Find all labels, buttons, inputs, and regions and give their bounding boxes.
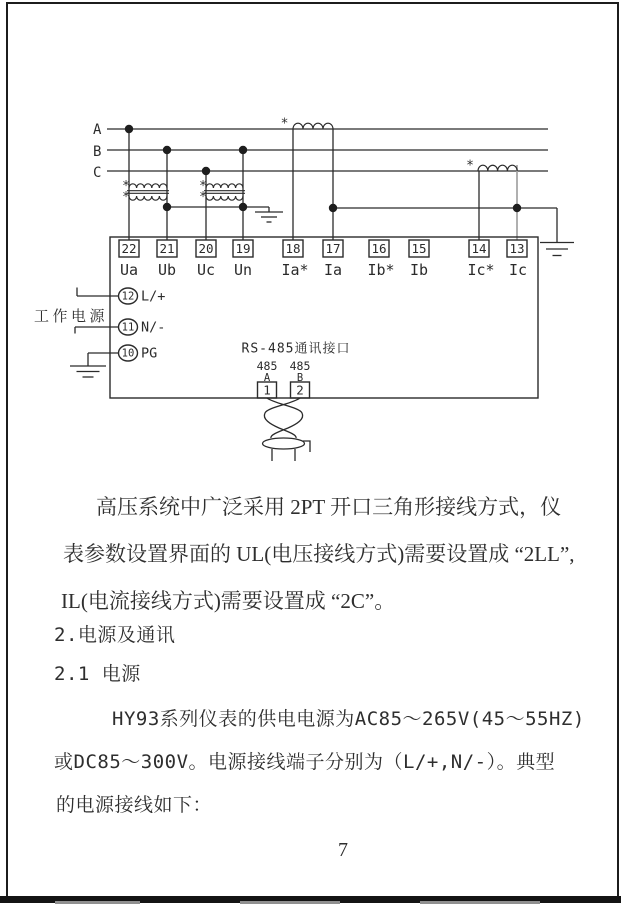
phase-label-c: C <box>93 165 102 181</box>
terminal-label: Un <box>233 261 253 279</box>
terminal-label: Ub <box>157 261 177 279</box>
section-heading: 2.电源及通讯 <box>54 624 176 646</box>
rs485-line-label: B <box>296 372 304 384</box>
terminal-label: Ic <box>508 261 528 279</box>
body-line: 的电源接线如下： <box>56 794 213 816</box>
polarity-mark: * <box>280 116 289 132</box>
terminal-20 <box>196 240 216 279</box>
page-number: 7 <box>338 839 348 861</box>
phase-lines <box>93 122 548 181</box>
terminal-13 <box>507 240 527 279</box>
rs485-terminal-number: 2 <box>296 382 304 398</box>
pt-transformer-2 <box>199 179 245 205</box>
terminal-15 <box>409 240 429 279</box>
terminal-number: 19 <box>235 241 251 256</box>
body-line: 或DC85～300V。电源接线端子分别为（L/+,N/-）。典型 <box>54 751 556 773</box>
terminal-number: 14 <box>471 241 487 256</box>
power-terminal-label: L/+ <box>141 288 166 305</box>
power-terminal-label: N/- <box>141 319 166 336</box>
twisted-pair-cable <box>263 398 311 461</box>
connection-wires <box>129 129 517 240</box>
terminal-number: 18 <box>285 241 301 256</box>
terminal-number: 17 <box>325 241 341 256</box>
polarity-mark: * <box>122 179 130 194</box>
terminal-number: 16 <box>371 241 387 256</box>
terminal-label: Ic* <box>467 261 495 279</box>
terminal-label: Ib* <box>367 261 395 279</box>
terminal-22 <box>119 240 139 279</box>
terminal-21 <box>157 240 177 279</box>
pt-transformer-1 <box>122 179 169 205</box>
terminal-number: 21 <box>159 241 175 256</box>
rs485-signal-label: 485 <box>256 359 278 373</box>
rs485-line-label: A <box>263 372 271 384</box>
terminal-number: 22 <box>121 241 137 256</box>
power-terminal-12 <box>77 288 165 305</box>
polarity-mark: * <box>466 158 474 174</box>
terminal-label: Ia* <box>281 261 309 279</box>
body-line: HY93系列仪表的供电电源为AC85～265V(45～55HZ) <box>112 708 585 730</box>
power-supply-section <box>34 288 165 378</box>
terminal-17 <box>323 240 343 279</box>
pt-ground-bus <box>167 207 283 222</box>
terminal-number: 15 <box>411 241 427 256</box>
power-terminal-number: 10 <box>121 347 135 360</box>
terminal-label: Uc <box>196 261 216 279</box>
rs485-section <box>242 341 351 462</box>
polarity-mark: * <box>122 190 130 205</box>
rs485-terminal-1 <box>257 359 278 398</box>
terminal-19 <box>233 240 253 279</box>
terminal-label: Ia <box>323 261 343 279</box>
body-line: 高压系统中广泛采用 2PT 开口三角形接线方式，仪 <box>96 495 562 519</box>
power-terminal-number: 12 <box>121 290 135 303</box>
polarity-mark: * <box>199 179 207 194</box>
ground-symbol-pt <box>255 212 283 222</box>
polarity-mark: * <box>199 190 207 205</box>
terminal-row <box>119 240 527 279</box>
rs485-title: RS-485通讯接口 <box>241 341 351 357</box>
ground-symbol-pg <box>70 366 106 377</box>
terminal-16 <box>367 240 394 279</box>
phase-label-a: A <box>93 122 102 138</box>
terminal-number: 13 <box>509 241 525 256</box>
working-power-label: 工作电源 <box>34 307 109 325</box>
subsection-heading: 2.1 电源 <box>54 663 141 685</box>
power-terminal-10 <box>70 345 157 377</box>
body-line: IL(电流接线方式)需要设置成 “2C”。 <box>61 589 396 613</box>
ground-symbol-ct <box>540 243 574 256</box>
junction-dots <box>125 125 521 212</box>
terminal-14 <box>467 240 494 279</box>
power-terminal-number: 11 <box>121 321 135 334</box>
terminal-18 <box>281 240 308 279</box>
rs485-terminal-2 <box>290 359 311 398</box>
power-terminal-label: PG <box>141 345 158 362</box>
terminal-number: 20 <box>198 241 214 256</box>
terminal-label: Ua <box>119 261 139 279</box>
terminal-label: Ib <box>409 261 429 279</box>
rs485-signal-label: 485 <box>289 359 311 373</box>
body-line: 表参数设置界面的 UL(电压接线方式)需要设置成 “2LL”, <box>63 542 575 566</box>
phase-label-b: B <box>93 144 102 160</box>
rs485-terminal-number: 1 <box>263 382 271 398</box>
